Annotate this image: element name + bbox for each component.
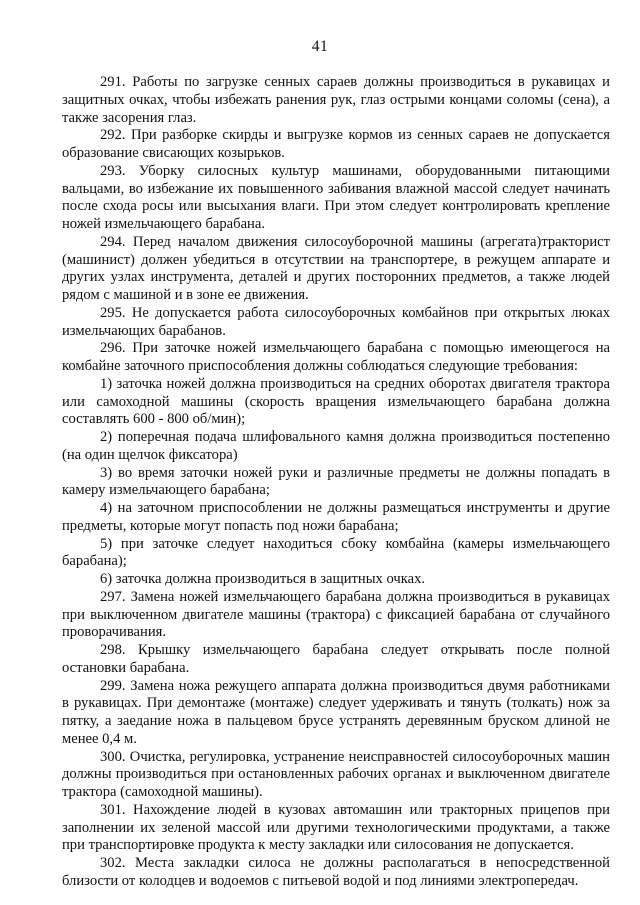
- paragraph-291: 291. Работы по загрузке сенных сараев должны производиться в рукавицах и защитных очках, чтобы избежать ранения рук, глаз острыми концами соломы (сена), а также засорения глаз.: [62, 74, 610, 126]
- paragraph-300: 300. Очистка, регулировка, устранение неисправностей силосоуборочных машин должны производиться при остановленных рабочих органах и выключенном двигателе трактора (самоходной машины).: [62, 748, 610, 800]
- paragraph-297: 297. Замена ножей измельчающего барабана должна производиться в рукавицах при выключенном двигателе машины (трактора) с фиксацией барабана от случайного проворачивания.: [62, 588, 610, 641]
- paragraph-292: 292. При разборке скирды и выгрузке кормов из сенных сараев не допускается образование свисающих козырьков.: [62, 127, 610, 161]
- paragraph-302: 302. Места закладки силоса не должны располагаться в непосредственной близости от колодцев и водоемов с питьевой водой и под линиями электропередач.: [62, 855, 610, 889]
- page-number: 41: [311, 38, 329, 55]
- paragraph-295: 295. Не допускается работа силосоуборочных комбайнов при открытых люках измельчающих барабанов.: [62, 304, 610, 339]
- paragraph-299: 299. Замена ножа режущего аппарата должна производиться двумя работниками в рукавицах. При демонтаже (монтаже) следует удерживать и тянуть (толкать) нож за пятку, а заедание ножа в пальцевом брусе устранять деревянным бруском длиной не менее 0,4 м.: [62, 677, 610, 747]
- requirement-4: 4) на заточном приспособлении не должны размещаться инструменты и другие предметы, которые могут попасть под ножи барабана;: [62, 500, 610, 534]
- requirement-2: 2) поперечная подача шлифовального камня должна производиться постепенно (на один щелчок фиксатора): [62, 429, 610, 463]
- paragraph-294: 294. Перед началом движения силосоуборочной машины (агрегата)тракторист (машинист) должен убедиться в отсутствии на транспортере, в режущем аппарате и других узлах инструмента, деталей и других посторонних предметов, а также людей рядом с машиной и в зоне ее движения.: [62, 233, 610, 303]
- requirement-5: 5) при заточке следует находиться сбоку комбайна (камеры измельчающего барабана);: [62, 535, 610, 570]
- requirement-6: 6) заточка должна производиться в защитных очках.: [100, 571, 426, 587]
- paragraph-298: 298. Крышку измельчающего барабана следует открывать после полной остановки барабана.: [62, 642, 610, 676]
- paragraph-293: 293. Уборку силосных культур машинами, оборудованными питающими вальцами, во избежание их повышенного забивания влажной массой следует начинать после схода росы или высыхания влаги. При этом следует контролировать крепление ножей измельчающего барабана.: [62, 162, 610, 232]
- requirement-1: 1) заточка ножей должна производиться на средних оборотах двигателя трактора или самоходной машины (скорость вращения измельчающего барабана должна составлять 600 - 800 об/мин);: [62, 375, 610, 428]
- paragraph-296: 296. При заточке ножей измельчающего барабана с помощью имеющегося на комбайне заточного приспособления должны соблюдаться следующие требования:: [62, 340, 610, 374]
- document-body: [62, 74, 610, 891]
- paragraph-301: 301. Нахождение людей в кузовах автомашин или тракторных прицепов при заполнении их зеленой массой или другими технологическими продуктами, а также при транспортировке продукта к месту закладки или силосования не допускается.: [62, 801, 610, 854]
- requirement-3: 3) во время заточки ножей руки и различные предметы не должны попадать в камеру измельчающего барабана;: [62, 464, 610, 499]
